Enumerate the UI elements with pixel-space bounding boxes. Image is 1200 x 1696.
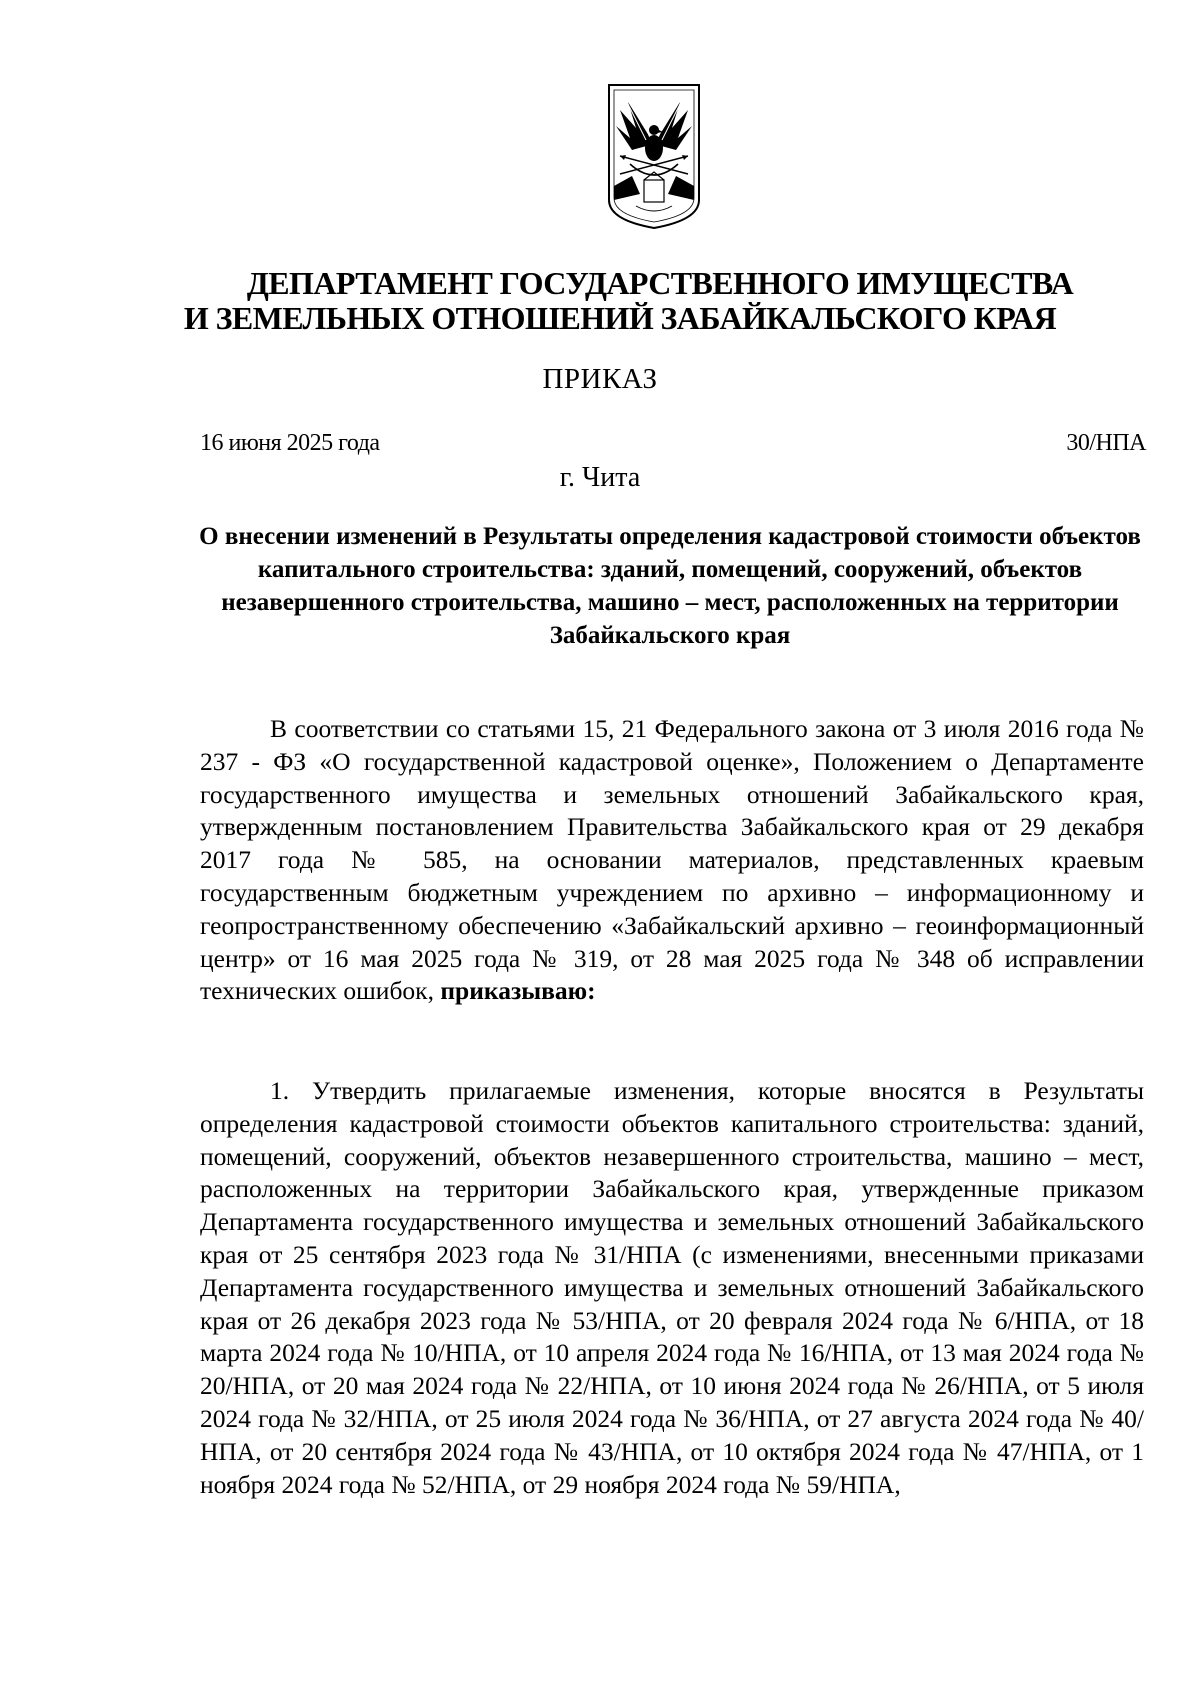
paragraph-item-1-text: 1. Утвердить прилагаемые изменения, которые вносятся в Результаты определения кадастровой стоимости объектов капитального строительства: зданий, помещений, сооружений, объектов незавершенного строительства, машино – мест, расположенных на территории Забайкальского края, утвержденные приказом Департамента государственного имущества и земельных отношений Забайкальского края от 25 сентября 2023 года № 31/НПА (с изменениями, внесенными приказами Департамента государственного имущества и земельных отношений Забайкальского края от 26 декабря 2023 года № 53/НПА, от 20 февраля 2024 года № 6/НПА, от 18 марта 2024 года № 10/НПА, от 10 апреля 2024 года № 16/НПА, от 13 мая 2024 года № 20/НПА, от 20 мая 2024 года № 22/НПА, от 10 июня 2024 года № 26/НПА, от 5 июля 2024 года № 32/НПА, от 25 июля 2024 года № 36/НПА, от 27 августа 2024 года № 40/НПА, от 20 сентября 2024 года № 43/НПА, от 10 октября 2024 года № 47/НПА, от 1 ноября 2024 года № 52/НПА, от 29 ноября 2024 года № 59/НПА,: [200, 1076, 1144, 1499]
paragraph-basis-text: В соответствии со статьями 15, 21 Федерального закона от 3 июля 2016 года № 237 - ФЗ «О государственной кадастровой оценке», Положением о Департаменте государственного имущества и земельных отношений Забайкальского края, утвержденным постановлением Правительства Забайкальского края от 29 декабря 2017 года № 585, на основании материалов, представленных краевым государственным бюджетным учреждением по архивно – информационному и геопространственному обеспечению «Забайкальский архивно – геоинформационный центр» от 16 мая 2025 года № 319, от 28 мая 2025 года № 348 об исправлении технических ошибок,: [200, 714, 1144, 1006]
document-title: О внесении изменений в Результаты определения кадастровой стоимости объектов капитального строительства: зданий, помещений, сооружений, объектов незавершенного строительства, машино – мест, расположенных на территории Забайкальского края: [199, 523, 1141, 649]
order-number: 30/НПА: [1066, 430, 1146, 456]
department-name-line1: ДЕПАРТАМЕНТ ГОСУДАРСТВЕННОГО ИМУЩЕСТВА: [246, 265, 1074, 301]
order-command: приказываю:: [440, 976, 596, 1006]
department-name-line2: И ЗЕМЕЛЬНЫХ ОТНОШЕНИЙ ЗАБАЙКАЛЬСКОГО КРАЯ: [183, 300, 1057, 336]
paragraph-basis: [200, 713, 1144, 1008]
city: г. Чита: [559, 462, 641, 493]
order-date: 16 июня 2025 года: [200, 430, 380, 456]
paragraph-item-1: [200, 1075, 1144, 1501]
coat-of-arms-icon: [606, 82, 702, 232]
document-type: ПРИКАЗ: [542, 363, 658, 395]
